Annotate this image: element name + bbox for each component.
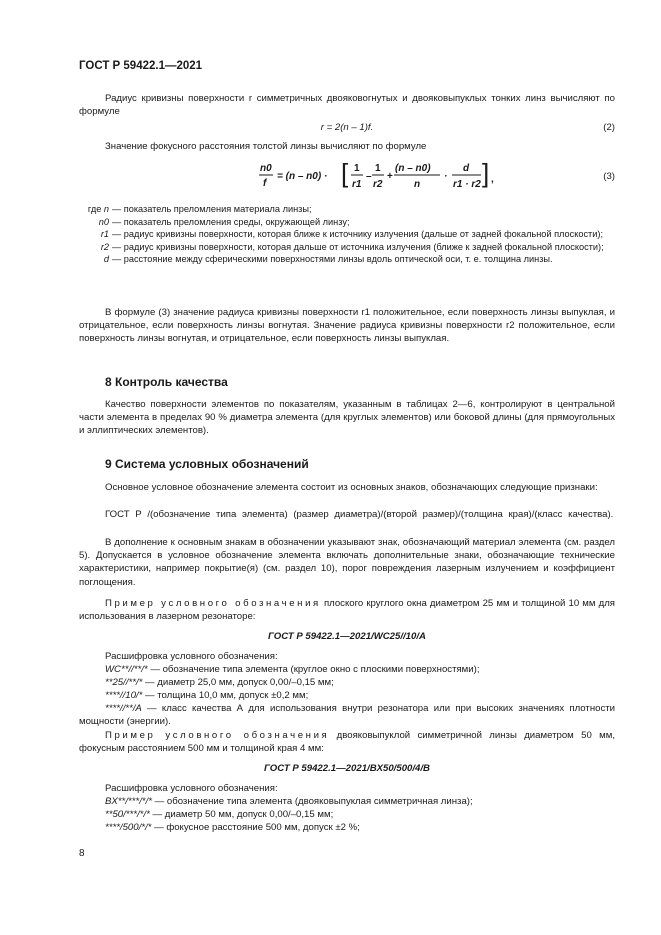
decode-2-title: Расшифровка условного обозначения: bbox=[105, 783, 278, 794]
formula-3-frac3-numerator: (n – n0) bbox=[395, 163, 431, 174]
example-2-intro bbox=[79, 729, 615, 755]
decode-1-line bbox=[79, 702, 615, 728]
decode-1-line bbox=[79, 676, 615, 689]
definition-prefix: где bbox=[87, 204, 102, 214]
definition-symbol: d bbox=[103, 254, 109, 265]
decode-2-code: ****/500/*/* bbox=[105, 822, 152, 833]
definition-text: — радиус кривизны поверхности, которая ближе к источнику излучения (дальше от задней фокальной плоскости); bbox=[112, 229, 604, 240]
variable-definitions bbox=[79, 203, 615, 266]
example-1-label: Пример условного обозначения bbox=[105, 598, 321, 609]
definition-item bbox=[79, 228, 615, 241]
definition-text: — расстояние между сферическими поверхностями линзы вдоль оптической оси, т. е. толщина линзы. bbox=[112, 254, 553, 265]
decode-1-line bbox=[79, 689, 615, 702]
formula-3-r1r2: r1 · r2 bbox=[453, 179, 481, 190]
formula-3-comma: , bbox=[491, 174, 494, 185]
page-number: 8 bbox=[79, 848, 85, 859]
formula-3-left-bracket: [ bbox=[341, 158, 349, 188]
decode-1-text: — диаметр 25,0 мм, допуск 0,00/–0,15 мм; bbox=[142, 677, 334, 688]
formula-3-r2: r2 bbox=[373, 179, 383, 190]
decode-1-text: — толщина 10,0 мм, допуск ±0,2 мм; bbox=[142, 690, 309, 701]
formula-3-frac3-denominator: n bbox=[414, 179, 421, 190]
formula-3-right-bracket: ] bbox=[482, 158, 490, 188]
decode-2-code: **50/***/*/* bbox=[105, 809, 150, 820]
decode-2-code: BX**/***/*/* bbox=[105, 796, 152, 807]
definition-text: — показатель преломления материала линзы; bbox=[112, 204, 312, 214]
decode-2-line bbox=[79, 808, 615, 821]
formula-3-r1: r1 bbox=[352, 179, 362, 190]
example-1-code: ГОСТ Р 59422.1—2021/WC25//10/A bbox=[268, 631, 426, 642]
example-2-label: Пример условного обозначения bbox=[105, 730, 330, 741]
paragraph-sign-convention: В формуле (3) значение радиуса кривизны поверхности r1 положительное, если поверхность линзы выпуклая, и отрицательное, если поверхность линзы вогнутая. Значение радиуса кривизны поверхности r2 положительное, если поверхность линзы вогнутая, и отрицательное, если поверхность линзы выпуклая. bbox=[79, 307, 615, 345]
formula-3-dot: · bbox=[444, 171, 448, 182]
decode-1-code: WC**//**/* bbox=[105, 664, 148, 675]
formula-3-d: d bbox=[463, 163, 470, 174]
example-1-intro bbox=[79, 597, 615, 623]
definition-symbol: n0 bbox=[98, 216, 109, 227]
decode-1-code: ****//**/A bbox=[105, 703, 142, 714]
example-1-text: плоского круглого окна диаметром 25 мм и толщиной 10 мм для использования в лазерном резонаторе: bbox=[79, 598, 615, 623]
decode-1-text: — обозначение типа элемента (круглое окно с плоскими поверхностями); bbox=[147, 664, 480, 675]
definition-text: — показатель преломления среды, окружающей линзу; bbox=[112, 216, 350, 227]
definition-symbol: r2 bbox=[100, 241, 109, 252]
section-9-paragraph-2: ГОСТ Р /(обозначение типа элемента) (размер диаметра)/(второй размер)/(толщина края)/(класс качества). bbox=[105, 509, 614, 520]
decode-2-text: — диаметр 50 мм, допуск 0,00/–0,15 мм; bbox=[149, 809, 334, 820]
formula-3-graphic bbox=[79, 158, 615, 194]
decode-2-text: — обозначение типа элемента (двояковыпуклая симметричная линза); bbox=[151, 796, 473, 807]
definition-symbol: r1 bbox=[100, 229, 109, 240]
definition-item bbox=[79, 216, 615, 229]
formula-3-lhs-numerator: n0 bbox=[260, 163, 272, 174]
example-2-code: ГОСТ Р 59422.1—2021/BX50/500/4/B bbox=[264, 763, 430, 774]
formula-2 bbox=[79, 122, 615, 136]
paragraph-focal-length: Значение фокусного расстояния толстой линзы вычисляют по формуле bbox=[105, 141, 427, 152]
section-8-text: Качество поверхности элементов по показателям, указанным в таблицах 2—6, контролируют в центральной части элемента в пределах 90 % диаметра элемента (для круглых элементов) или боковой длины (для прямоугольных и эллиптических элементов). bbox=[79, 399, 615, 437]
paragraph-curvature-radius: Радиус кривизны поверхности r симметричных двояковогнутых и двояковыпуклых тонких линз вычисляют по формуле bbox=[79, 93, 615, 118]
decode-2-text: — фокусное расстояние 500 мм, допуск ±2 %; bbox=[151, 822, 360, 833]
section-9-paragraph-3: В дополнение к основным знакам в обозначении указывают знак, обозначающий материал элемента (см. раздел 5). Допускается в условное обозначение элемента включать дополнительные знаки, обозначающие технические характеристики, например покрытие(я) (см. раздел 10), порог повреждения лазерным излучением и коэффициент поглощения. bbox=[79, 537, 615, 588]
formula-3-prefactor: = (n – n0) · bbox=[277, 171, 328, 182]
definition-item bbox=[79, 253, 615, 266]
formula-2-expression: r = 2(n – 1)f. bbox=[320, 122, 374, 133]
decode-2-line bbox=[79, 795, 615, 808]
formula-3 bbox=[79, 158, 615, 194]
section-9-title: 9 Система условных обозначений bbox=[105, 457, 309, 471]
definition-symbol: n bbox=[103, 204, 109, 214]
definition-text: — радиус кривизны поверхности, которая дальше от источника излучения (ближе к задней фокальной плоскости); bbox=[112, 241, 604, 252]
decode-1-code: ****//10/* bbox=[105, 690, 143, 701]
formula-3-one-b: 1 bbox=[375, 163, 381, 174]
formula-3-minus: – bbox=[366, 171, 372, 182]
formula-2-number: (2) bbox=[603, 122, 615, 133]
decode-1-title: Расшифровка условного обозначения: bbox=[105, 651, 278, 662]
decode-1-code: **25//**/* bbox=[105, 677, 143, 688]
formula-3-one-a: 1 bbox=[354, 163, 360, 174]
decode-2-line bbox=[79, 821, 615, 834]
formula-3-plus: + bbox=[387, 171, 393, 182]
formula-3-number: (3) bbox=[603, 171, 615, 182]
example-2-text: двояковыпуклой симметричной линзы диаметром 50 мм, фокусным расстоянием 500 мм и толщиной края 4 мм: bbox=[79, 730, 616, 755]
page-header: ГОСТ Р 59422.1—2021 bbox=[79, 60, 203, 72]
definition-item bbox=[79, 241, 615, 254]
formula-3-lhs-denominator: f bbox=[263, 178, 267, 189]
section-9-paragraph-1: Основное условное обозначение элемента состоит из основных знаков, обозначающих следующие признаки: bbox=[105, 482, 598, 493]
decode-1-line bbox=[79, 663, 615, 676]
decode-1-text: — класс качества А для использования внутри резонатора или при высоких значениях плотности мощности (энергии). bbox=[79, 703, 615, 728]
definition-item bbox=[79, 203, 615, 216]
section-8-title: 8 Контроль качества bbox=[105, 375, 228, 389]
